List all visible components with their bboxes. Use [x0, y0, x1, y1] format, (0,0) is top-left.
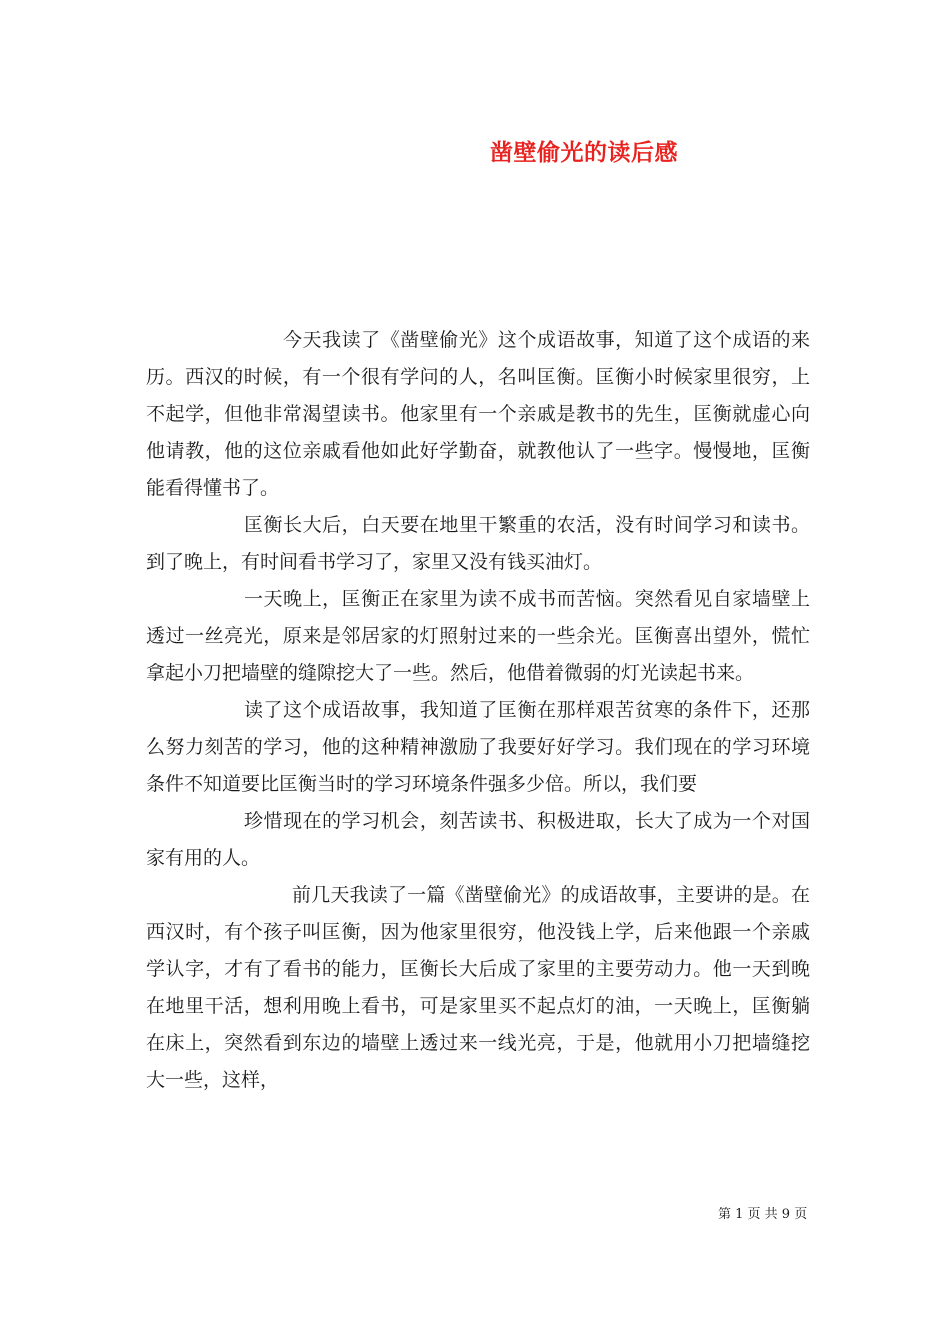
page-number-footer: 第 1 页 共 9 页: [718, 1207, 808, 1222]
paragraph-6: 前几天我读了一篇《凿壁偷光》的成语故事，主要讲的是。在西汉时，有个孩子叫匡衡，因为他家里很穷，他没钱上学，后来他跟一个亲戚学认字，才有了看书的能力，匡衡长大后成了家里的主要劳动力。他一天到晚在地里干活，想利用晚上看书，可是家里买不起点灯的油，一天晚上，匡衡躺在床上，突然看到东边的墙壁上透过来一线光亮，于是，他就用小刀把墙缝挖大一些，这样，: [146, 884, 810, 1091]
paragraph-2: 匡衡长大后，白天要在地里干繁重的农活，没有时间学习和读书。到了晚上，有时间看书学习了，家里又没有钱买油灯。: [146, 514, 810, 573]
paragraph-1: 今天我读了《凿壁偷光》这个成语故事，知道了这个成语的来历。西汉的时候，有一个很有学问的人，名叫匡衡。匡衡小时候家里很穷，上不起学，但他非常渴望读书。他家里有一个亲戚是教书的先生，匡衡就虚心向他请教，他的这位亲戚看他如此好学勤奋，就教他认了一些字。慢慢地，匡衡能看得懂书了。: [146, 329, 810, 499]
paragraph-5: 珍惜现在的学习机会，刻苦读书、积极进取，长大了成为一个对国家有用的人。: [146, 810, 810, 869]
paragraph-3: 一天晚上，匡衡正在家里为读不成书而苦恼。突然看见自家墙壁上透过一丝亮光，原来是邻居家的灯照射过来的一些余光。匡衡喜出望外，慌忙拿起小刀把墙壁的缝隙挖大了一些。然后，他借着微弱的灯光读起书来。: [146, 588, 810, 684]
document-title: 凿壁偷光的读后感: [490, 139, 678, 166]
document-body: [146, 322, 810, 1099]
paragraph-4: 读了这个成语故事，我知道了匡衡在那样艰苦贫寒的条件下，还那么努力刻苦的学习，他的这种精神激励了我要好好学习。我们现在的学习环境条件不知道要比匡衡当时的学习环境条件强多少倍。所以，我们要: [146, 699, 810, 795]
